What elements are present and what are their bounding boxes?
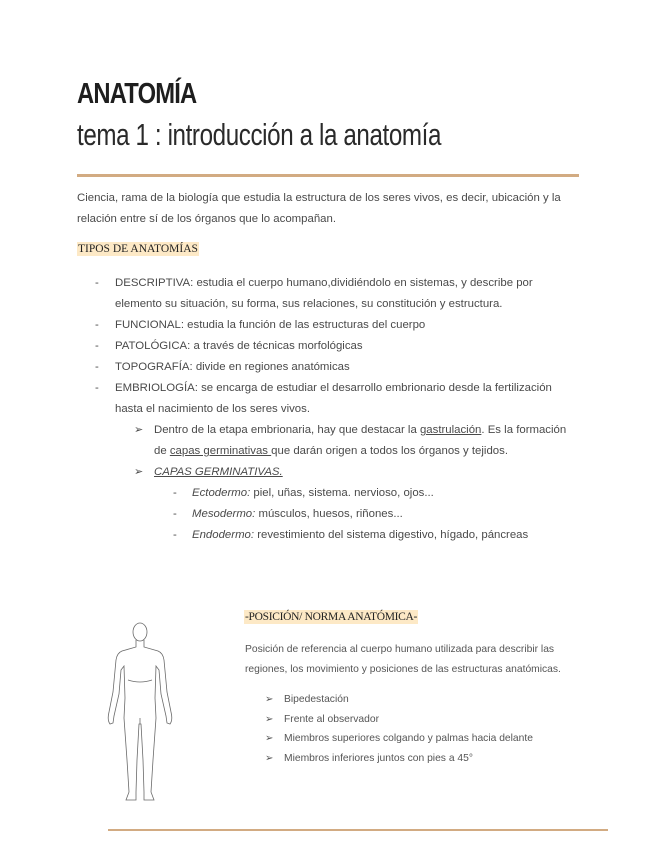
germ-layers-list: [173, 483, 575, 546]
list-item: ➢ Miembros inferiores juntos con pies a 45°: [265, 752, 473, 764]
human-figure-illustration: [100, 620, 180, 810]
top-divider: [77, 174, 579, 177]
type-term: PATOLÓGICA: [115, 340, 188, 352]
list-item: - TOPOGRAFÍA: divide en regiones anatómicas: [95, 361, 350, 373]
type-term: TOPOGRAFÍA: [115, 361, 190, 373]
gastrulation-term: gastrulación: [419, 424, 482, 436]
type-term: FUNCIONAL: [115, 319, 181, 331]
list-item: - EMBRIOLOGÍA: se encarga de estudiar el desarrollo embrionario desde la fertilización hasta el nacimiento de los seres vivos. ➢ Dentro de la etapa embrionaria, hay que destacar la gastrulación. Es la formación de capas germinativas que darán origen a todos los órganos y tejidos. ➢ CAPAS GERMINATIVAS. - Ectodermo: piel, uñas, sistema. nervioso, ojos... - Mesodermo: músculos, huesos, riñones... - Endodermo: revestimiento del sistema digestivo, hígado, páncreas: [95, 378, 575, 546]
list-item: ➢ Miembros superiores colgando y palmas hacia delante: [265, 733, 533, 744]
list-item: - DESCRIPTIVA: estudia el cuerpo humano,dividiéndolo en sistemas, y describe por elemento su situación, su forma, sus relaciones, su constitución y estructura.: [95, 277, 533, 310]
list-item: ➢ Dentro de la etapa embrionaria, hay que destacar la gastrulación. Es la formación de capas germinativas que darán origen a todos los órganos y tejidos.: [134, 424, 567, 457]
list-item: - Endodermo: revestimiento del sistema digestivo, hígado, páncreas: [173, 529, 529, 541]
position-heading: -POSICIÓN/ NORMA ANATÓMICA-: [245, 611, 418, 623]
type-term: EMBRIOLOGÍA: [115, 382, 195, 394]
intro-paragraph: Ciencia, rama de la biología que estudia la estructura de los seres vivos, es decir, ubicación y la relación entre sí de los órganos que lo acompañan.: [77, 192, 561, 225]
page-title: ANATOMÍA: [77, 78, 197, 110]
list-item: ➢ CAPAS GERMINATIVAS. - Ectodermo: piel, uñas, sistema. nervioso, ojos... - Mesodermo: músculos, huesos, riñones... - Endodermo: revestimiento del sistema digestivo, hígado, páncreas: [134, 462, 575, 546]
position-paragraph: Posición de referencia al cuerpo humano utilizada para describir las regiones, los movimiento y posiciones de las estructuras anatómicas.: [245, 644, 561, 675]
embryology-sublist: [134, 420, 575, 546]
anatomy-types-list: [95, 273, 575, 546]
list-item: ➢ Bipedestación: [265, 694, 349, 705]
bottom-divider: [108, 829, 608, 831]
list-item: - FUNCIONAL: estudia la función de las estructuras del cuerpo: [95, 319, 426, 331]
list-item: - PATOLÓGICA: a través de técnicas morfológicas: [95, 340, 363, 352]
types-heading: TIPOS DE ANATOMÍAS: [78, 243, 198, 255]
position-list: [265, 690, 533, 768]
germ-layers-term: capas germinativas: [169, 445, 272, 457]
germ-layers-heading: CAPAS GERMINATIVAS.: [154, 466, 283, 478]
list-item: ➢ Frente al observador: [265, 713, 380, 725]
type-term: DESCRIPTIVA: [115, 277, 191, 289]
page-subtitle: tema 1 : introducción a la anatomía: [77, 117, 442, 152]
list-item: - Mesodermo: músculos, huesos, riñones...: [173, 508, 403, 520]
list-item: - Ectodermo: piel, uñas, sistema. nervioso, ojos...: [173, 487, 434, 499]
